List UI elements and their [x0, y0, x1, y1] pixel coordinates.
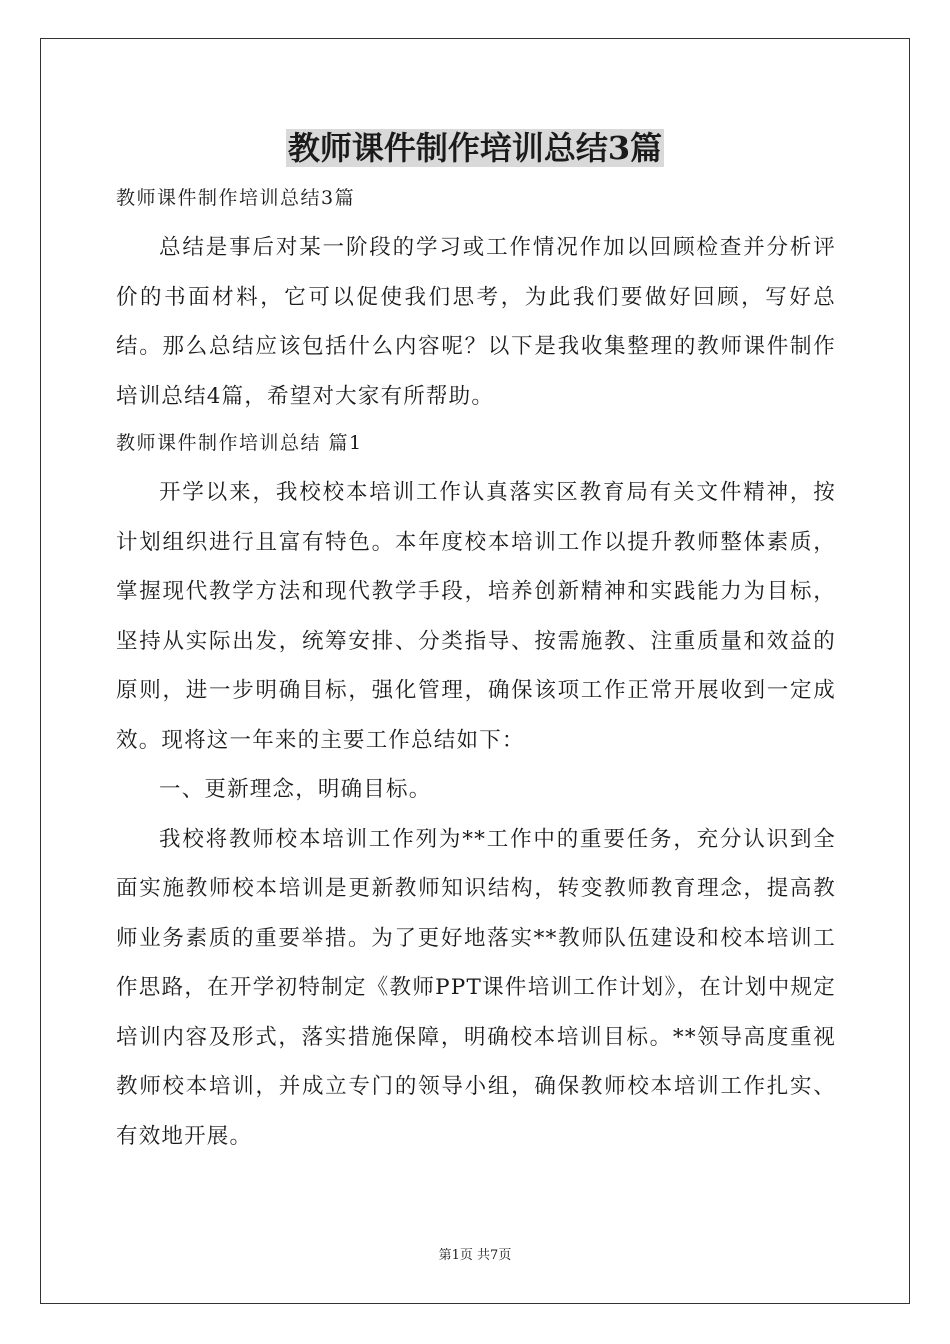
document-title	[0, 128, 950, 168]
intro-paragraph: 总结是事后对某一阶段的学习或工作情况作加以回顾检查并分析评价的书面材料，它可以促使我们思考，为此我们要做好回顾，写好总结。那么总结应该包括什么内容呢？以下是我收集整理的教师课件制作培训总结4篇，希望对大家有所帮助。	[116, 235, 836, 409]
page-footer: 第1页 共7页	[438, 1248, 512, 1263]
document-body	[116, 178, 836, 1161]
subheading-1: 一、更新理念，明确目标。	[159, 777, 432, 802]
body-paragraph-2: 我校将教师校本培训工作列为**工作中的重要任务，充分认识到全面实施教师校本培训是更新教师知识结构，转变教师教育理念，提高教师业务素质的重要举措。为了更好地落实**教师队伍建设和校本培训工作思路，在开学初特制定《教师PPT课件培训工作计划》，在计划中规定培训内容及形式，落实措施保障，明确校本培训目标。**领导高度重视教师校本培训，并成立专门的领导小组，确保教师校本培训工作扎实、有效地开展。	[116, 826, 836, 1149]
body-paragraph-1: 开学以来，我校校本培训工作认真落实区教育局有关文件精神，按计划组织进行且富有特色。本年度校本培训工作以提升教师整体素质，掌握现代教学方法和现代教学手段，培养创新精神和实践能力为目标，坚持从实际出发，统筹安排、分类指导、按需施教、注重质量和效益的原则，进一步明确目标，强化管理，确保该项工作正常开展收到一定成效。现将这一年来的主要工作总结如下：	[116, 480, 836, 753]
document-subtitle: 教师课件制作培训总结3篇	[116, 187, 356, 209]
section-heading: 教师课件制作培训总结 篇1	[116, 432, 363, 454]
document-title-text: 教师课件制作培训总结3篇	[287, 129, 663, 167]
